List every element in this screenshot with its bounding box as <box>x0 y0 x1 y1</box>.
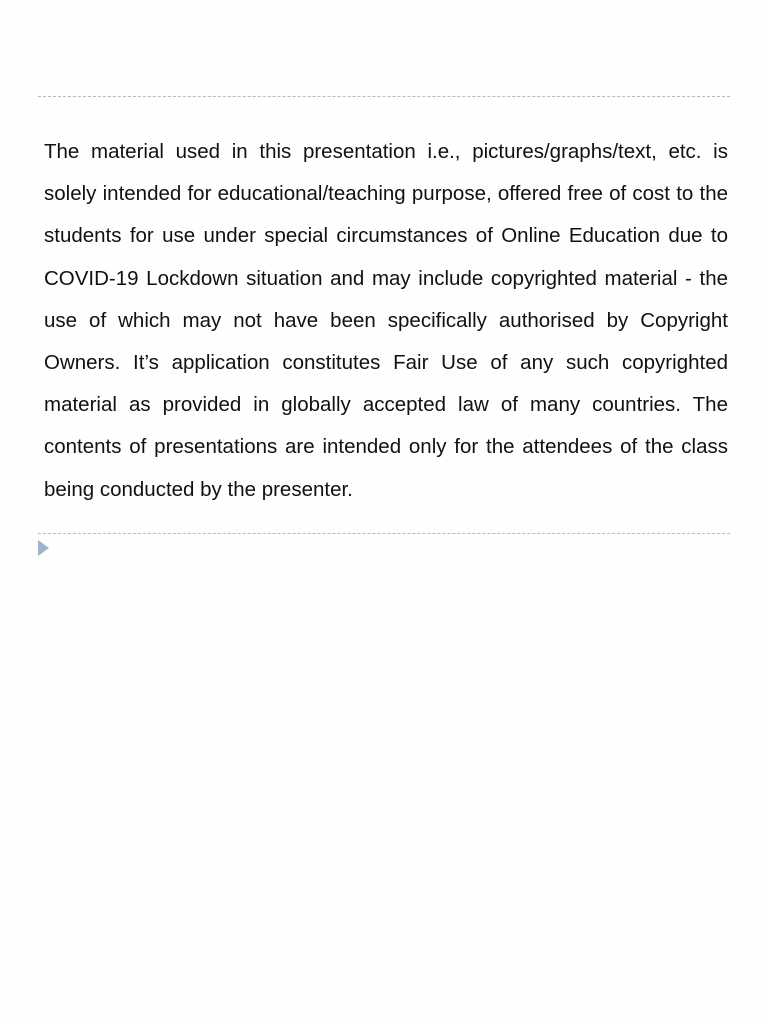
triangle-bullet-icon <box>38 540 49 556</box>
bottom-divider <box>38 533 730 534</box>
disclaimer-text: The material used in this presentation i.e., pictures/graphs/text, etc. is solely intended for educational/teaching purpose, offered free of cost to the students for use under special circumstances of Online Education due to COVID-19 Lockdown situation and may include copyrighted material - the use of which may not have been specifically authorised by Copyright Owners. It’s application constitutes Fair Use of any such copyrighted material as provided in globally accepted law of many countries. The contents of presentations are intended only for the attendees of the class being conducted by the presenter. <box>44 140 728 501</box>
top-divider <box>38 96 730 97</box>
